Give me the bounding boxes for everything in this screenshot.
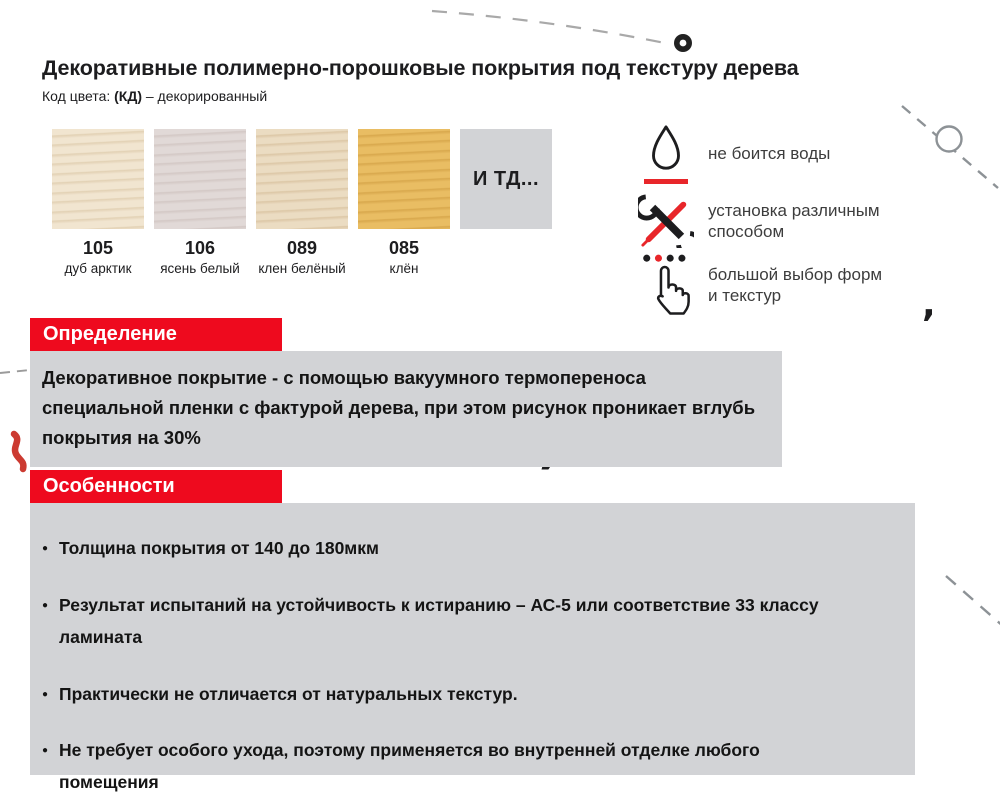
swatch-code: 089	[286, 238, 318, 258]
color-code-value: (КД)	[114, 88, 142, 104]
wood-swatch-image	[154, 129, 246, 229]
features-box	[30, 503, 915, 793]
color-code-note	[42, 88, 267, 104]
swatch-name: клен белёный	[258, 261, 346, 276]
comma-shape-small: ,	[922, 284, 936, 325]
benefit-label: не боится воды	[708, 144, 831, 164]
swatch-name: клён	[389, 261, 419, 276]
swatch-row	[52, 129, 552, 276]
feature-item: ● Практически не отличается от натуральных текстур.	[42, 679, 857, 711]
tools-icon	[634, 194, 698, 248]
feature-item: ● Толщина покрытия от 140 до 180мкм	[42, 533, 857, 565]
swatch-code: 105	[82, 238, 114, 258]
wood-swatch-image	[358, 129, 450, 229]
color-code-prefix: Код цвета:	[42, 88, 115, 104]
swatch-name: ясень белый	[160, 261, 240, 276]
etc-label: И ТД...	[472, 167, 540, 190]
wood-swatch	[52, 129, 144, 276]
benefit-label: большой выбор форм и текстур	[708, 264, 883, 305]
red-squiggle	[14, 434, 23, 469]
dashed-line-bottom-right	[946, 576, 1000, 634]
definition-text: Декоративное покрытие - с помощью вакуумного термопереноса специальной пленки с фактурой дерева, при этом рисунок проникает вглубь покрытия на 30%	[30, 351, 782, 467]
page-title: Декоративные полимерно-порошковые покрытия под текстуру дерева	[42, 56, 799, 80]
definition-header: Определение	[30, 318, 282, 351]
donut-dot	[674, 34, 692, 52]
benefits-list	[634, 124, 964, 316]
wood-swatch	[358, 129, 450, 276]
benefit-choice	[634, 254, 964, 316]
wood-swatch-image	[256, 129, 348, 229]
wood-swatch-image	[52, 129, 144, 229]
water-drop-icon	[634, 124, 698, 184]
benefit-label: установка различным способом	[708, 200, 880, 241]
wood-swatch	[256, 129, 348, 276]
red-underline	[644, 179, 688, 184]
wood-swatch	[154, 129, 246, 276]
swatch-code: 085	[388, 238, 420, 258]
touch-choice-icon	[634, 254, 698, 316]
benefit-installation	[634, 194, 964, 248]
benefit-water	[634, 124, 964, 184]
etc-box	[460, 129, 552, 229]
dashed-curve-top	[432, 11, 665, 43]
swatch-code: 106	[184, 238, 216, 258]
feature-item: ● Не требует особого ухода, поэтому применяется во внутренней отделке любого помещения	[42, 735, 857, 799]
features-list	[42, 533, 857, 799]
color-code-suffix: – декорированный	[141, 88, 268, 104]
swatch-name: дуб арктик	[64, 261, 132, 276]
features-header: Особенности	[30, 470, 282, 503]
feature-item: ● Результат испытаний на устойчивость к истиранию – АС-5 или соответствие 33 классу ламината	[42, 590, 857, 654]
